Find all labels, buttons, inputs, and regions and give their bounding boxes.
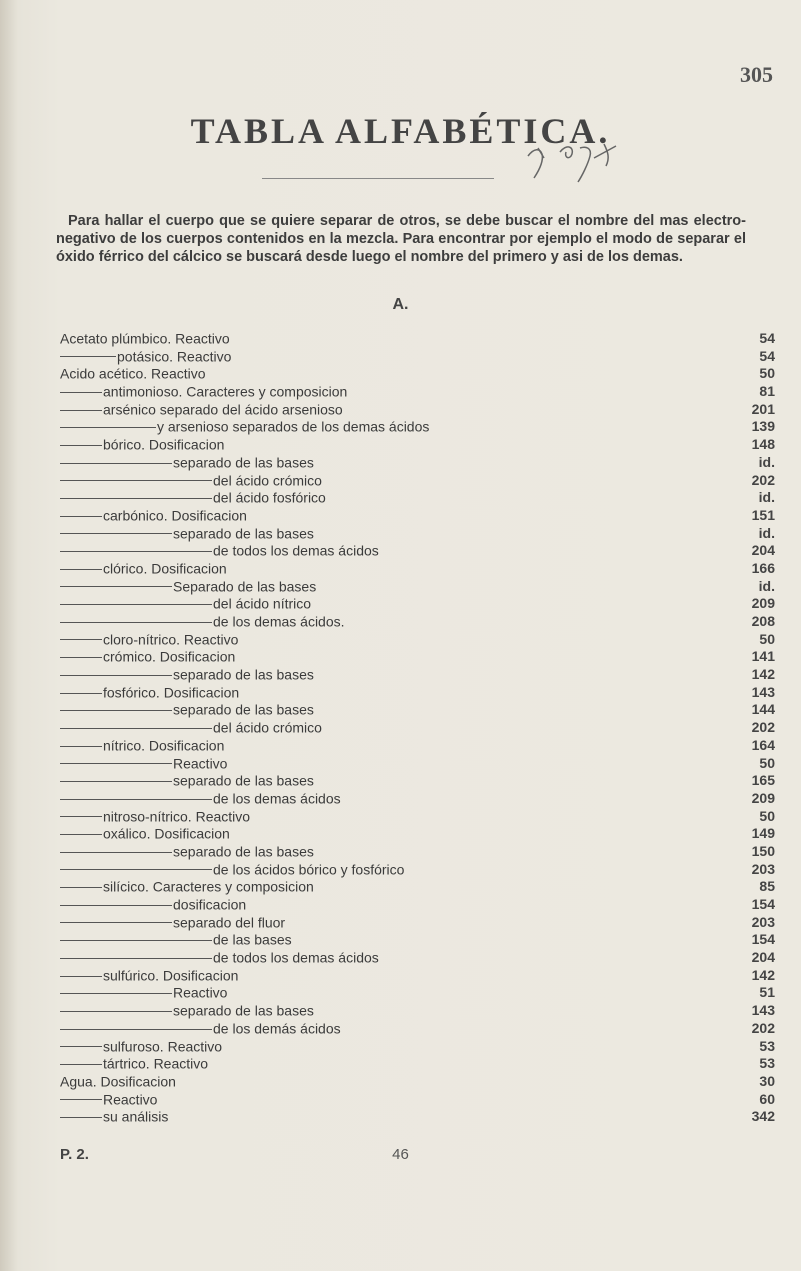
entry-text: Reactivo xyxy=(173,754,228,771)
ditto-dash xyxy=(60,887,102,888)
entry-text: bórico. Dosificacion xyxy=(103,436,225,453)
entry-page: 50 xyxy=(759,807,775,824)
index-entry xyxy=(60,878,775,896)
entry-page: 203 xyxy=(751,860,775,877)
section-letter: A. xyxy=(392,296,409,313)
entry-page: 342 xyxy=(751,1108,775,1125)
ditto-dash xyxy=(60,569,102,570)
entry-text: Acetato plúmbico. Reactivo xyxy=(60,330,230,347)
entry-page: 202 xyxy=(751,1019,775,1036)
entry-page: 60 xyxy=(759,1090,775,1107)
ditto-dash xyxy=(60,427,156,428)
entry-text: de los demas ácidos. xyxy=(213,613,345,630)
ditto-dash xyxy=(60,551,212,552)
entry-page: 54 xyxy=(759,347,775,364)
index-entry xyxy=(60,861,775,879)
ditto-dash xyxy=(60,958,212,959)
entry-page: 202 xyxy=(751,719,775,736)
index-entry xyxy=(60,967,775,985)
entry-page: id. xyxy=(758,489,775,506)
index-entry xyxy=(60,666,775,684)
printer-signature: P. 2. xyxy=(60,1146,89,1163)
entry-page: 154 xyxy=(751,931,775,948)
entry-text: separado de las bases xyxy=(173,525,314,541)
entry-text: silícico. Caracteres y composicion xyxy=(103,878,314,895)
entry-text: del ácido nítrico xyxy=(213,595,312,612)
entry-text: tártrico. Reactivo xyxy=(103,1055,209,1072)
entry-page: 50 xyxy=(759,365,775,382)
index-entry xyxy=(60,808,775,826)
index-entry xyxy=(60,931,775,949)
index-entry xyxy=(60,472,775,490)
index-entry xyxy=(60,949,775,967)
entry-text: sulfúrico. Dosificacion xyxy=(103,967,239,984)
entry-page: 142 xyxy=(751,966,775,983)
entry-text: y arsenioso separados de los demas ácidos xyxy=(157,418,430,435)
index-entry xyxy=(60,365,775,383)
index-entry xyxy=(60,648,775,666)
entry-text: Reactivo xyxy=(103,1091,158,1107)
entry-text: crómico. Dosificacion xyxy=(103,648,236,665)
index-entry xyxy=(60,595,775,613)
ditto-dash xyxy=(60,869,212,870)
entry-page: 148 xyxy=(751,436,775,453)
index-entry xyxy=(60,507,775,525)
ditto-dash xyxy=(60,463,172,464)
entry-page: 208 xyxy=(751,613,775,629)
entry-page: 50 xyxy=(759,754,775,771)
index-entry xyxy=(60,613,775,631)
entry-page: 149 xyxy=(751,825,775,842)
ditto-dash xyxy=(60,746,102,747)
ditto-dash xyxy=(60,445,102,446)
entry-text: de todos los demas ácidos xyxy=(213,542,379,559)
entry-page: 166 xyxy=(751,559,775,576)
entry-text: separado de las bases xyxy=(173,772,314,789)
index-entry xyxy=(60,330,775,348)
index-entry xyxy=(60,401,775,419)
entry-text: del ácido fosfórico xyxy=(213,489,326,506)
entry-text: arsénico separado del ácido arsenioso xyxy=(103,401,343,418)
ditto-dash xyxy=(60,639,102,640)
ditto-dash xyxy=(60,392,102,393)
index-entry xyxy=(60,843,775,861)
entry-text: separado de las bases xyxy=(173,701,314,718)
index-entry xyxy=(60,578,775,596)
entry-page: 144 xyxy=(751,701,775,718)
entry-text: Separado de las bases xyxy=(173,578,317,595)
entry-page: 143 xyxy=(751,1002,775,1019)
entry-text: del ácido crómico xyxy=(213,471,322,488)
entry-text: sulfuroso. Reactivo xyxy=(103,1037,223,1054)
entry-page: 164 xyxy=(751,736,775,753)
entry-text: separado de las bases xyxy=(173,454,314,471)
footer-number: 46 xyxy=(392,1146,409,1163)
ditto-dash xyxy=(60,763,172,764)
index-entry xyxy=(60,1091,775,1109)
entry-page: 203 xyxy=(751,913,775,930)
entry-page: id. xyxy=(758,453,775,470)
handwritten-annotation-icon xyxy=(520,118,630,188)
entry-page: 209 xyxy=(751,789,775,806)
entry-text: separado de las bases xyxy=(173,1002,314,1019)
entry-page: 85 xyxy=(759,878,775,895)
ditto-dash xyxy=(60,604,212,605)
entry-page: 81 xyxy=(759,383,775,400)
ditto-dash xyxy=(60,922,172,923)
ditto-dash xyxy=(60,498,212,499)
ditto-dash xyxy=(60,480,212,481)
entry-page: 201 xyxy=(751,400,775,417)
ditto-dash xyxy=(60,622,212,623)
entry-page: 165 xyxy=(751,772,775,789)
index-entry xyxy=(60,383,775,401)
index-entry xyxy=(60,1002,775,1020)
ditto-dash xyxy=(60,1117,102,1118)
entry-text: oxálico. Dosificacion xyxy=(103,825,230,842)
ditto-dash xyxy=(60,1011,172,1012)
ditto-dash xyxy=(60,852,172,853)
index-entry xyxy=(60,489,775,507)
entry-text: carbónico. Dosificacion xyxy=(103,507,247,524)
ditto-dash xyxy=(60,1099,102,1100)
entry-text: Acido acético. Reactivo xyxy=(60,365,206,382)
entry-text: dosificacion xyxy=(173,896,247,913)
entry-page: 204 xyxy=(751,949,775,966)
entry-page: 51 xyxy=(759,984,775,1001)
entry-page: 143 xyxy=(751,683,775,700)
index-entry xyxy=(60,719,775,737)
ditto-dash xyxy=(60,728,212,729)
index-entry xyxy=(60,755,775,773)
ditto-dash xyxy=(60,1029,212,1030)
entry-page: id. xyxy=(758,577,775,594)
index-entry xyxy=(60,418,775,436)
ditto-dash xyxy=(60,1046,102,1047)
index-entry xyxy=(60,984,775,1002)
ditto-dash xyxy=(60,940,212,941)
index-entry xyxy=(60,790,775,808)
entry-page: 53 xyxy=(759,1055,775,1072)
entry-page: 30 xyxy=(759,1072,775,1089)
ditto-dash xyxy=(60,816,102,817)
ditto-dash xyxy=(60,799,212,800)
entry-page: 50 xyxy=(759,630,775,647)
ditto-dash xyxy=(60,693,102,694)
index-entry xyxy=(60,348,775,366)
entry-page: 204 xyxy=(751,542,775,559)
index-entry xyxy=(60,737,775,755)
index-entry xyxy=(60,1108,775,1126)
entry-page: 141 xyxy=(751,648,775,665)
ditto-dash xyxy=(60,586,172,587)
ditto-dash xyxy=(60,356,116,357)
entry-text: cloro-nítrico. Reactivo xyxy=(103,631,239,648)
index-entry xyxy=(60,436,775,454)
page-title: TABLA ALFABÉTICA. xyxy=(190,111,611,151)
entry-text: fosfórico. Dosificacion xyxy=(103,684,240,701)
index-entry xyxy=(60,684,775,702)
index-entries xyxy=(60,330,775,1126)
title-underline xyxy=(262,178,494,179)
ditto-dash xyxy=(60,657,102,658)
index-entry xyxy=(60,701,775,719)
entry-page: 139 xyxy=(751,418,775,435)
entry-text: separado de las bases xyxy=(173,843,314,860)
ditto-dash xyxy=(60,993,172,994)
entry-page: 142 xyxy=(751,666,775,683)
entry-text: de los ácidos bórico y fosfórico xyxy=(213,861,405,878)
index-entry xyxy=(60,772,775,790)
index-entry xyxy=(60,525,775,543)
index-entry xyxy=(60,631,775,649)
entry-text: separado del fluor xyxy=(173,914,286,931)
index-entry xyxy=(60,914,775,932)
entry-text: nitroso-nítrico. Reactivo xyxy=(103,808,251,824)
index-entry xyxy=(60,454,775,472)
ditto-dash xyxy=(60,834,102,835)
index-entry xyxy=(60,1073,775,1091)
entry-text: su análisis xyxy=(103,1108,169,1125)
index-entry xyxy=(60,825,775,843)
index-entry xyxy=(60,1020,775,1038)
index-entry xyxy=(60,560,775,578)
entry-text: Reactivo xyxy=(173,984,228,1001)
entry-text: de todos los demas ácidos xyxy=(213,949,379,966)
entry-text: antimonioso. Caracteres y composicion xyxy=(103,383,348,400)
entry-page: 209 xyxy=(751,595,775,612)
entry-text: de los demás ácidos xyxy=(213,1020,341,1037)
page-number: 305 xyxy=(740,62,773,87)
entry-text: potásico. Reactivo xyxy=(117,348,232,365)
ditto-dash xyxy=(60,781,172,782)
ditto-dash xyxy=(60,533,172,534)
entry-text: separado de las bases xyxy=(173,666,314,683)
ditto-dash xyxy=(60,710,172,711)
entry-page: 151 xyxy=(751,506,775,523)
entry-text: de los demas ácidos xyxy=(213,790,341,807)
entry-page: 53 xyxy=(759,1037,775,1054)
index-entry xyxy=(60,1055,775,1073)
ditto-dash xyxy=(60,516,102,517)
entry-text: nítrico. Dosificacion xyxy=(103,737,225,754)
entry-text: Agua. Dosificacion xyxy=(60,1073,176,1090)
index-entry xyxy=(60,1038,775,1056)
index-entry xyxy=(60,542,775,560)
intro-paragraph: Para hallar el cuerpo que se quiere separar de otros, se debe buscar el nombre del mas electro-negativo de los cuerpos contenidos en la mezcla. Para encontrar por ejemplo el modo de separar el óxido férrico del cálcico se buscará desde luego el nombre del primero y asi de los demas. xyxy=(56,213,746,265)
entry-text: clórico. Dosificacion xyxy=(103,560,227,577)
entry-text: del ácido crómico xyxy=(213,719,322,736)
index-entry xyxy=(60,896,775,914)
ditto-dash xyxy=(60,410,102,411)
entry-page: 154 xyxy=(751,896,775,912)
ditto-dash xyxy=(60,1064,102,1065)
entry-page: 150 xyxy=(751,842,775,859)
ditto-dash xyxy=(60,976,102,977)
entry-text: de las bases xyxy=(213,931,292,948)
ditto-dash xyxy=(60,675,172,676)
entry-page: 202 xyxy=(751,471,775,488)
entry-page: id. xyxy=(758,524,775,541)
entry-page: 54 xyxy=(759,330,775,346)
ditto-dash xyxy=(60,905,172,906)
